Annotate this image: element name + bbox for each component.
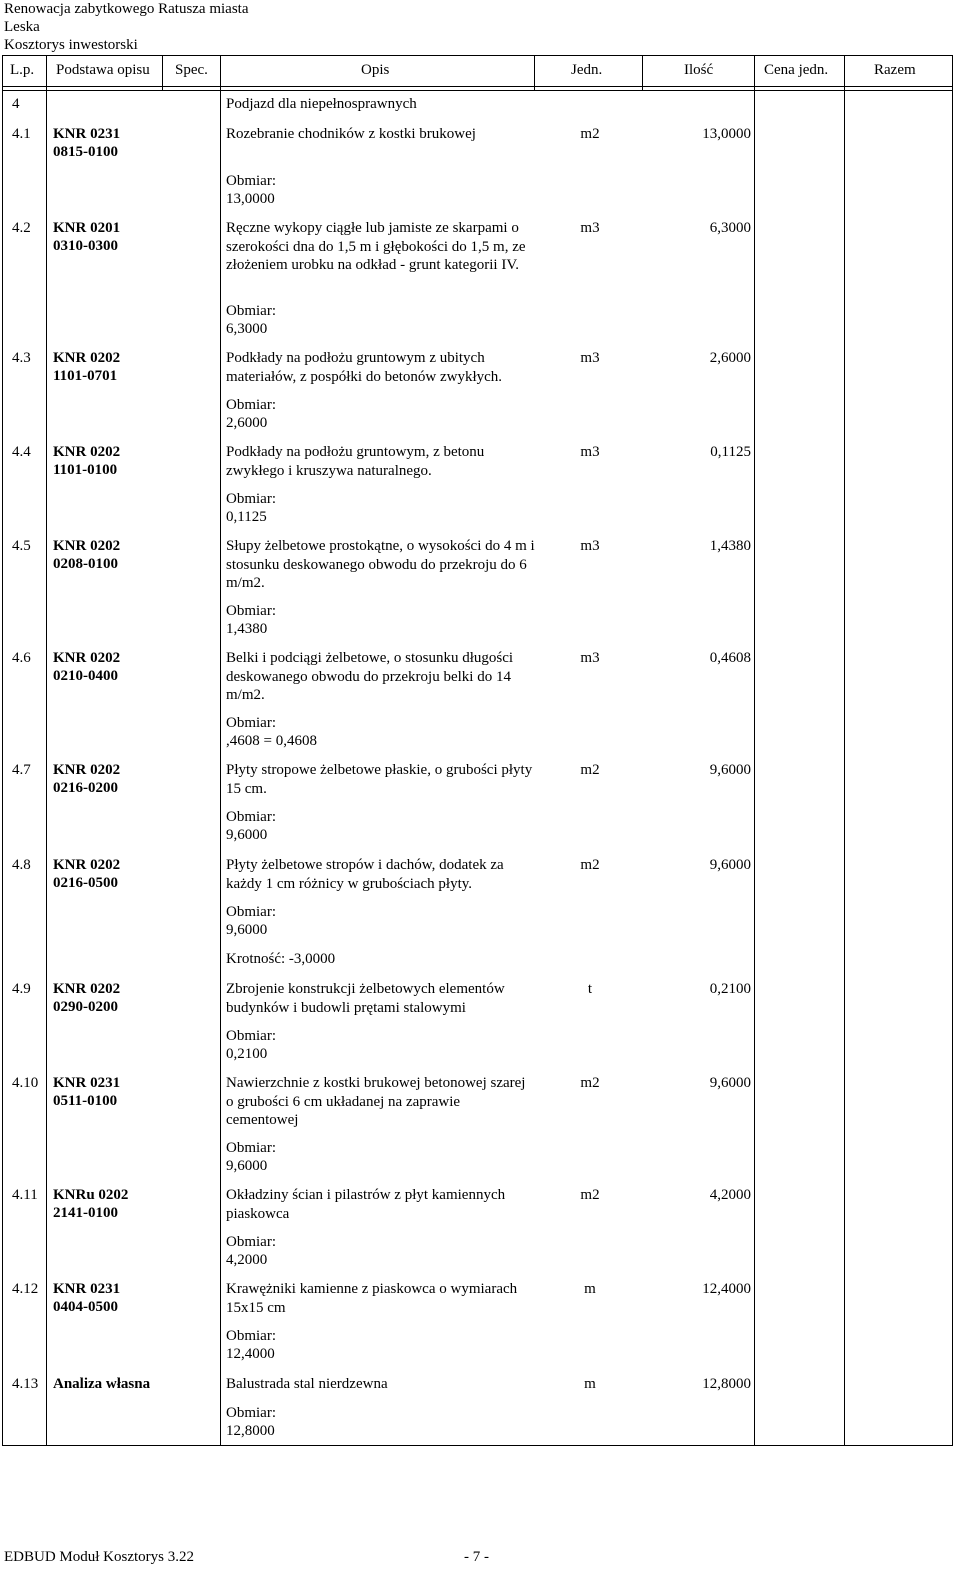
col-header-qty: Ilość (684, 62, 714, 78)
row-quantity: 0,4608 (709, 650, 751, 666)
row-description: Podkłady na podłożu gruntowym, z betonu zwykłego i kruszywa naturalnego. (226, 444, 485, 479)
row-basis-code: KNR 0231 (53, 1281, 121, 1297)
row-lp: 4.10 (12, 1075, 39, 1091)
row-measure-value: 0,1125 (226, 509, 267, 525)
col-header-unit: Jedn. (571, 62, 603, 78)
row-unit: m2 (580, 857, 600, 873)
row-basis-number: 0216-0500 (53, 875, 118, 891)
row-measure-label: Obmiar: (226, 1328, 276, 1344)
row-unit: m2 (580, 126, 600, 142)
row-unit: m2 (580, 1075, 600, 1091)
section-number: 4 (12, 96, 20, 112)
row-unit: m3 (580, 350, 600, 366)
row-measure-value: 2,6000 (226, 415, 268, 431)
row-quantity: 1,4380 (709, 538, 751, 554)
row-description: Słupy żelbetowe prostokątne, o wysokości do 4 m i stosunku deskowanego obwodu do przekroju do 6 m/m2. (226, 538, 535, 591)
col-header-basis: Podstawa opisu (56, 62, 150, 78)
row-basis-code: KNR 0202 (53, 350, 121, 366)
row-quantity: 0,2100 (709, 981, 751, 997)
row-measure-label: Obmiar: (226, 1405, 276, 1421)
row-quantity: 2,6000 (709, 350, 751, 366)
col-border-left (2, 55, 3, 1446)
row-basis-code: KNR 0202 (53, 762, 121, 778)
row-unit: m (584, 1376, 596, 1392)
row-unit: m2 (580, 762, 600, 778)
row-measure-value: 12,4000 (226, 1346, 275, 1362)
col-border-unit (642, 55, 643, 90)
row-basis-number: 0216-0200 (53, 780, 118, 796)
row-quantity: 9,6000 (709, 1075, 751, 1091)
header-double-border (2, 90, 953, 91)
row-lp: 4.8 (12, 857, 31, 873)
row-description: Płyty żelbetowe stropów i dachów, dodatek za każdy 1 cm różnicy w grubościach płyty. (226, 857, 504, 892)
row-basis-code: KNR 0202 (53, 857, 121, 873)
col-border-lp (46, 55, 47, 1446)
row-measure-value: 9,6000 (226, 1158, 268, 1174)
row-measure-label: Obmiar: (226, 1140, 276, 1156)
footer-software: EDBUD Moduł Kosztorys 3.22 (4, 1549, 194, 1565)
row-lp: 4.13 (12, 1376, 39, 1392)
col-border-basis (162, 55, 163, 90)
row-unit: m3 (580, 444, 600, 460)
row-description: Okładziny ścian i pilastrów z płyt kamiennych piaskowca (226, 1187, 506, 1222)
row-measure-value: 6,3000 (226, 321, 268, 337)
row-basis-number: 2141-0100 (53, 1205, 118, 1221)
row-lp: 4.3 (12, 350, 31, 366)
row-measure-value: 12,8000 (226, 1423, 275, 1439)
row-quantity: 0,1125 (710, 444, 751, 460)
row-measure-label: Obmiar: (226, 904, 276, 920)
row-lp: 4.1 (12, 126, 31, 142)
row-measure-value: 9,6000 (226, 827, 268, 843)
row-basis-number: 1101-0701 (53, 368, 118, 384)
row-measure-value: 13,0000 (226, 191, 275, 207)
table-bottom-border (2, 1445, 953, 1446)
row-measure-label: Obmiar: (226, 173, 276, 189)
row-unit: t (587, 981, 593, 997)
row-measure-label: Obmiar: (226, 491, 276, 507)
row-measure-value: 9,6000 (226, 922, 268, 938)
row-lp: 4.4 (12, 444, 31, 460)
row-description: Belki i podciągi żelbetowe, o stosunku długości deskowanego obwodu do przekroju belki do 14 m/m2. (226, 650, 514, 703)
row-quantity: 13,0000 (702, 126, 751, 142)
row-description: Zbrojenie konstrukcji żelbetowych elementów budynków i budowli prętami stalowymi (226, 981, 505, 1016)
row-lp: 4.6 (12, 650, 31, 666)
row-quantity: 9,6000 (709, 762, 751, 778)
doc-subtitle: Kosztorys inwestorski (4, 37, 138, 53)
row-basis-number: 0404-0500 (53, 1299, 118, 1315)
row-basis-number: 0815-0100 (53, 144, 118, 160)
row-basis-number: 0208-0100 (53, 556, 118, 572)
row-basis-code: KNR 0202 (53, 650, 121, 666)
row-description: Nawierzchnie z kostki brukowej betonowej szarej o grubości 6 cm układanej na zaprawie cementowej (226, 1075, 526, 1128)
col-header-spec: Spec. (175, 62, 208, 78)
row-basis-code: KNR 0202 (53, 444, 121, 460)
row-description: Płyty stropowe żelbetowe płaskie, o grubości płyty 15 cm. (226, 762, 533, 797)
col-header-desc: Opis (361, 62, 390, 78)
row-quantity: 12,4000 (702, 1281, 751, 1297)
row-measure-label: Obmiar: (226, 1234, 276, 1250)
col-header-total: Razem (874, 62, 916, 78)
col-header-price: Cena jedn. (764, 62, 829, 78)
row-measure-value: 4,2000 (226, 1252, 268, 1268)
section-title: Podjazd dla niepełnosprawnych (226, 96, 417, 112)
col-border-qty (754, 55, 755, 1446)
row-quantity: 12,8000 (702, 1376, 751, 1392)
row-basis-code: KNRu 0202 (53, 1187, 129, 1203)
row-lp: 4.12 (12, 1281, 39, 1297)
row-description: Balustrada stal nierdzewna (226, 1376, 388, 1392)
header-bottom-border (2, 86, 953, 87)
row-lp: 4.2 (12, 220, 31, 236)
row-basis-number: 0310-0300 (53, 238, 118, 254)
row-description: Krawężniki kamienne z piaskowca o wymiarach 15x15 cm (226, 1281, 518, 1316)
col-border-desc (534, 55, 535, 90)
row-basis-code: KNR 0202 (53, 538, 121, 554)
row-measure-label: Obmiar: (226, 397, 276, 413)
row-unit: m2 (580, 1187, 600, 1203)
row-measure-value: 1,4380 (226, 621, 268, 637)
row-basis-code: KNR 0201 (53, 220, 121, 236)
doc-title-line2: Leska (4, 19, 40, 35)
row-unit: m3 (580, 220, 600, 236)
row-quantity: 9,6000 (709, 857, 751, 873)
row-measure-label: Obmiar: (226, 809, 276, 825)
row-unit: m3 (580, 650, 600, 666)
row-quantity: 6,3000 (709, 220, 751, 236)
row-unit: m (584, 1281, 596, 1297)
row-basis-code: KNR 0202 (53, 981, 121, 997)
table-top-border (2, 55, 953, 56)
row-basis-code: KNR 0231 (53, 1075, 121, 1091)
row-lp: 4.7 (12, 762, 31, 778)
row-unit: m3 (580, 538, 600, 554)
row-basis-code: KNR 0231 (53, 126, 121, 142)
row-measure-label: Obmiar: (226, 1028, 276, 1044)
col-border-right (952, 55, 953, 1446)
row-basis-number: 1101-0100 (53, 462, 118, 478)
row-lp: 4.11 (12, 1187, 38, 1203)
row-multiplier: Krotność: -3,0000 (226, 951, 336, 967)
doc-title-line1: Renowacja zabytkowego Ratusza miasta (4, 1, 249, 17)
row-measure-label: Obmiar: (226, 303, 276, 319)
row-measure-label: Obmiar: (226, 603, 276, 619)
row-lp: 4.9 (12, 981, 31, 997)
row-measure-label: Obmiar: (226, 715, 276, 731)
col-border-spec (220, 55, 221, 1446)
row-description: Podkłady na podłożu gruntowym z ubitych materiałów, z pospółki do betonów zwykłych. (226, 350, 503, 385)
row-measure-value: 0,2100 (226, 1046, 268, 1062)
row-lp: 4.5 (12, 538, 31, 554)
row-quantity: 4,2000 (709, 1187, 751, 1203)
row-basis-code: Analiza własna (53, 1376, 151, 1392)
row-basis-number: 0511-0100 (53, 1093, 118, 1109)
row-description: Ręczne wykopy ciągłe lub jamiste ze skarpami o szerokości dna do 1,5 m i głębokości do 1,5 m, ze złożeniem urobku na odkład - grunt kategorii IV. (226, 220, 526, 273)
col-border-price (844, 55, 845, 1446)
page-number: - 7 - (464, 1549, 489, 1565)
col-header-lp: L.p. (10, 62, 35, 78)
row-description: Rozebranie chodników z kostki brukowej (226, 126, 476, 142)
row-basis-number: 0210-0400 (53, 668, 118, 684)
row-measure-value: ,4608 = 0,4608 (226, 733, 317, 749)
row-basis-number: 0290-0200 (53, 999, 118, 1015)
